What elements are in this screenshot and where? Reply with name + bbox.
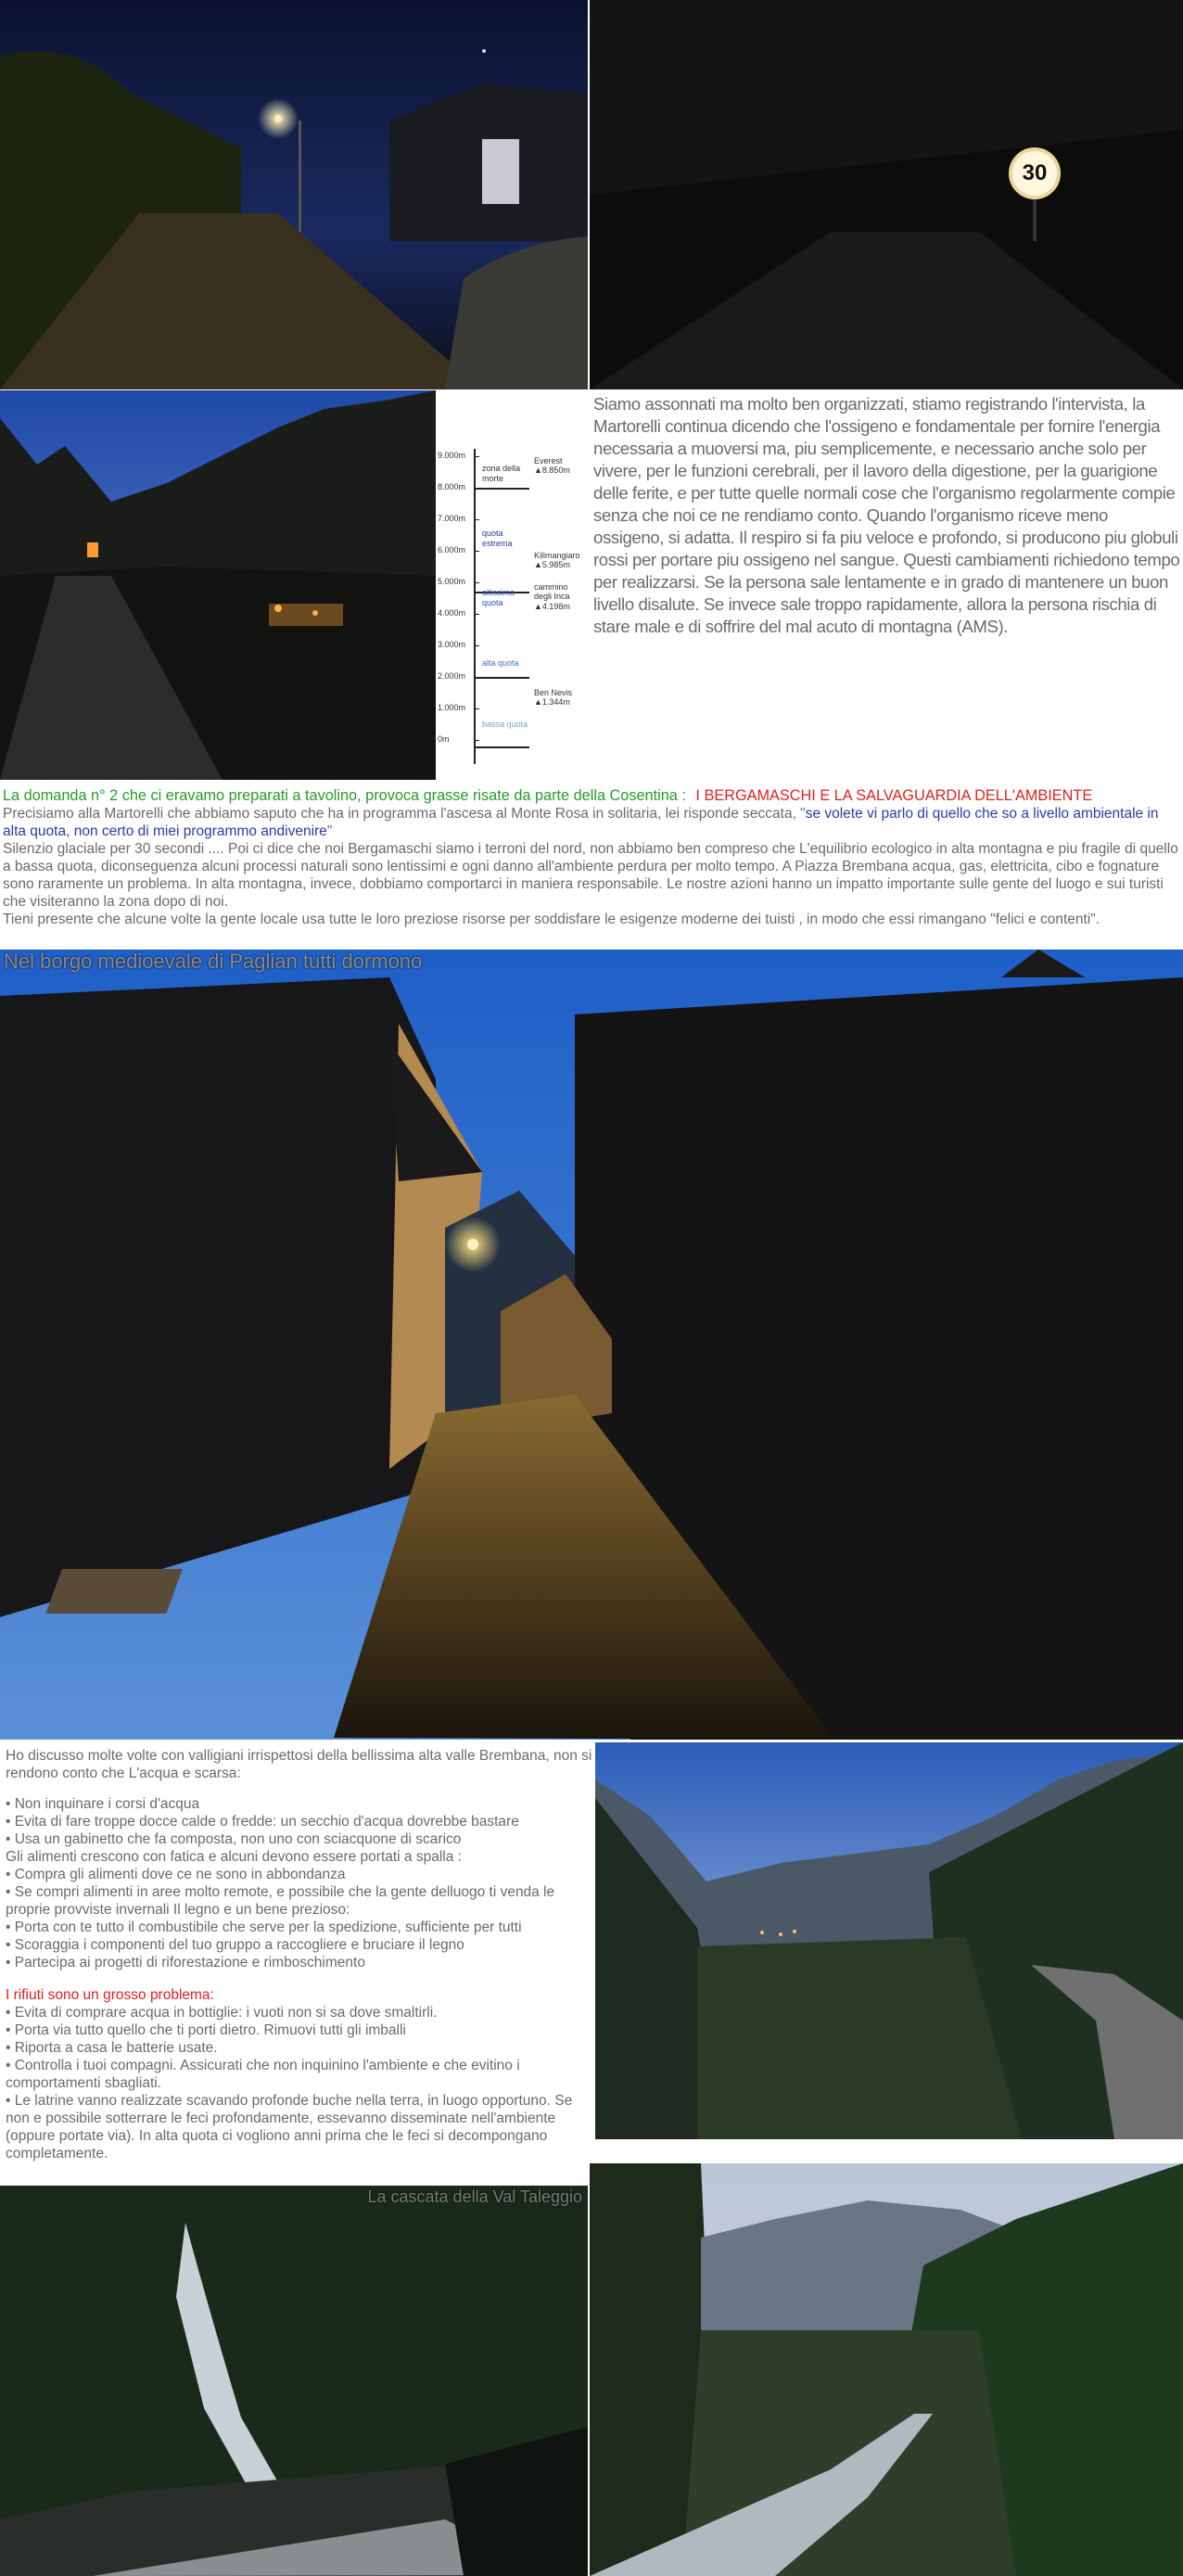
article-block-environment bbox=[6, 1747, 595, 2162]
list-item: • Controlla i tuoi compagni. Assicurati che non inquinino l'ambiente e che evitino i comportamenti sbagliati. bbox=[6, 2058, 520, 2091]
altitude-peak-label: Kilimangiaro ▲5.985m bbox=[534, 551, 580, 570]
photo-valley-road bbox=[590, 2163, 1183, 2576]
list-item: • Porta via tutto quello che ti porti dietro. Rimuovi tutti gli imballi bbox=[6, 2022, 406, 2038]
photo-night-street bbox=[0, 0, 588, 389]
altitude-tick-mark bbox=[474, 582, 479, 583]
speed-limit-sign bbox=[1009, 147, 1061, 199]
altitude-tick-mark bbox=[474, 456, 479, 457]
list-item: • Evita di fare troppe docce calde o fredde: un secchio d'acqua dovrebbe bastare bbox=[6, 1814, 519, 1830]
village-caption: Nel borgo medioevale di Paglian tutti dormono bbox=[4, 950, 423, 973]
altitude-zone-label: alta quota bbox=[482, 658, 519, 668]
list-item: • Usa un gabinetto che fa composta, non uno con sciacquone di scarico bbox=[6, 1831, 462, 1847]
list-item: • Porta con te tutto il combustibile che serve per la spedizione, sufficiente per tutti bbox=[6, 1919, 522, 1935]
photo-waterfall bbox=[0, 2186, 588, 2576]
altitude-tick-label: 2.000m bbox=[438, 671, 466, 681]
question-section bbox=[3, 786, 1180, 928]
question-heading-red: I BERGAMASCHI E LA SALVAGUARDIA DELL'AMBIENTE bbox=[695, 787, 1093, 804]
altitude-tick-mark bbox=[474, 708, 479, 709]
altitude-peak-label: Ben Nevis ▲1.344m bbox=[534, 688, 573, 708]
altitude-zone-label: altissima quota bbox=[482, 588, 515, 608]
altitude-peak-label: cammino degli Inca ▲4.198m bbox=[534, 582, 570, 611]
waterfall-caption: La cascata della Val Taleggio bbox=[367, 2187, 582, 2206]
altitude-zone-divider bbox=[476, 677, 529, 679]
altitude-chart bbox=[436, 443, 588, 775]
list-item: • Compra gli alimenti dove ce ne sono in abbondanza bbox=[6, 1867, 346, 1882]
photo-dark-road-speed-sign bbox=[590, 0, 1183, 389]
altitude-axis bbox=[474, 449, 476, 764]
waste-list bbox=[6, 2004, 595, 2162]
altitude-zone-label: quota estrema bbox=[482, 529, 513, 549]
list-item: • Riporta a casa le batterie usate. bbox=[6, 2040, 218, 2056]
question-paragraph-2: Silenzio glaciale per 30 secondi .... Poi ci dice che noi Bergamaschi siamo i terroni del nord, non abbiamo ben compreso che L'equilibrio ecologico in alta montagna e piu fragile di quello a bassa quota, diconseguenza alcuni processi naturali sono lentissimi e ogni danno all'ambiente perdura per molto tempo. A Piazza Brembana acqua, gas, elettricita, cibo e fognature sono raramente un problema. In alta montagna, invece, dobbiamo comportarci in maniera responsabile. Le nostre azioni hanno un impatto importante sulle gente del luogo e sui turisti che visiteranno la zona dopo di noi. bbox=[3, 841, 1178, 910]
question-intro bbox=[3, 805, 1180, 840]
altitude-tick-label: 0m bbox=[438, 734, 450, 744]
question-heading-green: La domanda n° 2 che ci eravamo preparati a tavolino, provoca grasse risate da parte della Cosentina : bbox=[3, 787, 686, 804]
question-paragraph-3: Tieni presente che alcune volte la gente locale usa tutte le loro preziose risorse per soddisfare le esigenze moderne dei tuisti , in modo che essi rimangano "felici e contenti". bbox=[3, 912, 1100, 927]
list-item: • Se compri alimenti in aree molto remote, e possibile che la gente delluogo ti venda le proprie provviste invernali Il legno e un bene prezioso: bbox=[6, 1884, 555, 1918]
altitude-zone-label: zona della morte bbox=[482, 464, 521, 484]
altitude-tick-label: 4.000m bbox=[438, 608, 466, 618]
altitude-tick-mark bbox=[474, 551, 479, 552]
list-item: • Evita di comprare acqua in bottiglie: i vuoti non si sa dove smaltirli. bbox=[6, 2005, 438, 2021]
altitude-tick-label: 8.000m bbox=[438, 482, 466, 491]
altitude-peak-label: Everest ▲8.850m bbox=[534, 456, 570, 476]
oxygen-paragraph: Siamo assonnati ma molto ben organizzati, stiamo registrando l'intervista, la Martorelli continua dicendo che l'ossigeno e fondamentale per fornire l'energia necessaria a muoversi ma, piu semplicemente, e necessario anche solo per vivere, per le funzioni cerebrali, per il lavoro della digestione, per la guarigione delle ferite, e per tutte quelle normali cose che l'organismo regolarmente compie senza che noi ce ne rendiamo conto. Quando l'organismo riceve meno ossigeno, si adatta. Il respiro si fa piu veloce e profondo, si producono piu globuli rossi per portare piu ossigeno nel sangue. Questi cambiamenti richiedono tempo per realizzarsi. Se la persona sale lentamente e in grado di mantenere un buon livello disalute. Se invece sale troppo rapidamente, allora la persona rischia di stare male e di soffrire del mal acuto di montagna (AMS). bbox=[593, 394, 1180, 636]
waste-title: I rifiuti sono un grosso problema: bbox=[6, 1987, 214, 2003]
altitude-zone-divider bbox=[476, 746, 529, 748]
question-quote-close: " bbox=[326, 823, 333, 839]
article-block-oxygen bbox=[593, 393, 1181, 638]
list-item: • Non inquinare i corsi d'acqua bbox=[6, 1796, 200, 1812]
food-list bbox=[6, 1866, 595, 1971]
altitude-tick-label: 5.000m bbox=[438, 577, 466, 586]
altitude-tick-label: 3.000m bbox=[438, 640, 466, 649]
altitude-zone-divider bbox=[476, 488, 529, 490]
altitude-tick-mark bbox=[474, 645, 479, 646]
altitude-tick-mark bbox=[474, 614, 479, 615]
photo-valley-evening bbox=[595, 1742, 1183, 2139]
environment-intro: Ho discusso molte volte con valligiani irrispettosi della bellissima alta valle Brembana, non si rendono conto che L'acqua e scarsa: bbox=[6, 1748, 592, 1781]
list-item: • Le latrine vanno realizzate scavando profonde buche nella terra, in luogo opportuno. Se non e possibile sotterrare le feci profondamente, essevanno disseminate nell'ambiente (oppure portate via). In alta quota ci vogliono anni prima che le feci si decompongano completamente. bbox=[6, 2093, 573, 2162]
food-intro: Gli alimenti crescono con fatica e alcuni devono essere portati a spalla : bbox=[6, 1849, 462, 1865]
question-intro-text: Precisiamo alla Martorelli che abbiamo saputo che ha in programma l'ascesa al Monte Rosa in solitaria, lei risponde seccata, " bbox=[3, 806, 806, 822]
altitude-tick-label: 6.000m bbox=[438, 545, 466, 555]
question-heading bbox=[3, 786, 1180, 805]
altitude-tick-label: 1.000m bbox=[438, 703, 466, 712]
list-item: • Partecipa ai progetti di riforestazione e rimboschimento bbox=[6, 1955, 365, 1970]
water-list bbox=[6, 1795, 595, 1848]
photo-medieval-village bbox=[0, 950, 1183, 1740]
altitude-tick-mark bbox=[474, 740, 479, 741]
speed-limit-value: 30 bbox=[1022, 160, 1048, 185]
altitude-tick-label: 7.000m bbox=[438, 514, 466, 523]
altitude-zone-label: bassa quota bbox=[482, 720, 528, 729]
altitude-tick-mark bbox=[474, 519, 479, 520]
question-quote: se volete vi parlo di quello che so a livello ambientale in alta quota, non certo di miei programmo andivenire bbox=[3, 806, 1159, 839]
photo-mountain-road-dusk bbox=[0, 390, 436, 780]
altitude-tick-label: 9.000m bbox=[438, 451, 466, 460]
list-item: • Scoraggia i componenti del tuo gruppo a raccogliere e bruciare il legno bbox=[6, 1937, 464, 1953]
